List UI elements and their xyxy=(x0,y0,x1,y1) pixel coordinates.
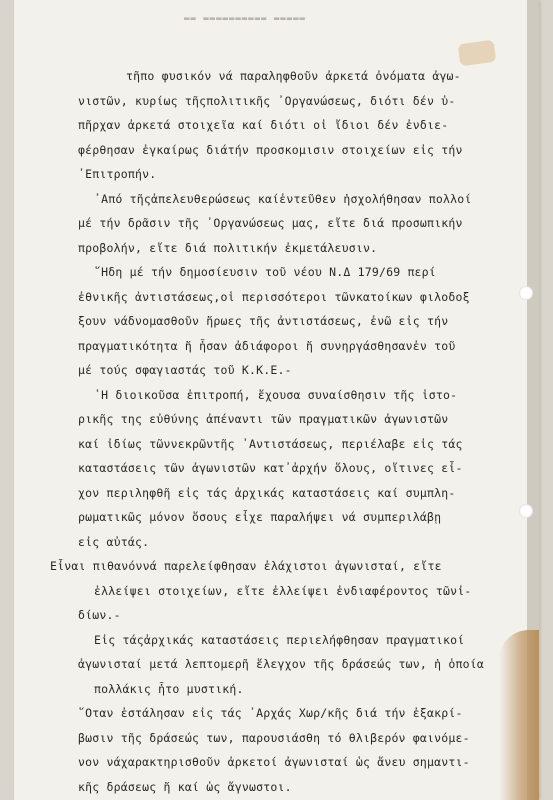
text-line: νον νάχαρακτηρισθοῦν ἀρκετοί ἀγωνισταί ὡς ἄνευ σημαντι- xyxy=(78,755,470,769)
text-line: νιστῶν, κυρίως τῆςπολιτικῆς ᾿Οργανώσεως, διότι δέν ὑ- xyxy=(78,93,456,108)
text-line: ρικῆς της εὐθύνης ἀπέναντι τῶν πραγματικῶν ἀγωνιστῶν xyxy=(78,412,449,426)
text-line: ῞Ηδη μέ τήν δημοσίευσιν τοῦ νέου Ν.Δ 179/69 περί xyxy=(94,265,436,279)
text-line: ἐλλείψει στοιχείων, εἴτε ἐλλείψει ἐνδιαφέροντος τῶνἰ- xyxy=(94,583,472,598)
text-line: πῆρχαν ἀρκετά στοιχεῖα καί διότι οἱ ἴδιοι δέν ἐνδιε- xyxy=(78,118,449,132)
text-line: βωσιν τῆς δράσεώς των, παρουσιάσθη τό θλιβερόν φαινόμε- xyxy=(78,730,470,745)
text-line: ῾Η διοικοῦσα ἐπιτροπή, ἔχουσα συναίσθησιν τῆς ἱστο- xyxy=(94,387,458,402)
text-line: τῆπο φυσικόν νά παραληφθοῦν ἀρκετά ὀνόματα ἀγω- xyxy=(126,69,461,83)
text-line: καταστάσεις τῶν ἀγωνιστῶν κατ᾿ἀρχήν ὅλους, οἵτινες εἶ- xyxy=(78,461,463,475)
punch-hole-bottom xyxy=(519,504,533,518)
text-line: χον περιληφθῆ εἰς τάς ἀρχικάς καταστάσεις καί συμπλη- xyxy=(78,485,456,500)
text-line: προβολήν, εἴτε διά πολιτικήν ἐκμετάλευσιν. xyxy=(78,240,378,255)
text-line: πολλάκις ἦτο μυστική. xyxy=(94,681,244,696)
text-line: πραγματικότητα ἤ ἦσαν ἀδιάφοροι ἤ συνηργάσθησανἐν τοῦ xyxy=(78,338,456,353)
text-line: ᾿Από τῆςἀπελευθερώσεως καίἐντεῦθεν ἠσχολήθησαν πολλοί xyxy=(94,191,472,206)
text-line: Εἶναι πιθανόννά παρελείφθησαν ἐλάχιστοι ἀγωνισταί, εἴτε xyxy=(50,559,442,573)
text-line: Εἰς τάςἀρχικάς καταστάσεις περιελήφθησαν πραγματικοί xyxy=(94,632,465,647)
page-number-stamp xyxy=(458,40,497,67)
text-line: μέ τούς σφαγιαστάς τοῦ Κ.Κ.Ε.- xyxy=(78,363,292,377)
punch-hole-top xyxy=(519,286,533,300)
text-line: καί ἰδίως τῶννεκρῶντῆς ᾿Αντιστάσεως, περιέλαβε εἰς τάς xyxy=(78,436,463,451)
text-line: ξουν νάδνομασθοῦν ἥρωες τῆς ἀντιστάσεως, ἐνῶ εἰς τήν xyxy=(78,314,449,328)
text-line: εἰς αὐτάς. xyxy=(78,534,150,549)
text-line: μέ τήν δρᾶσιν τῆς ᾿Οργανώσεως μας, εἴτε διά προσωπικήν xyxy=(78,216,463,230)
faint-header-show-through: ▬▬ ▬▬▬▬▬▬▬▬▬▬ ▬▬▬▬▬ xyxy=(184,14,306,24)
text-line: ἀγωνισταί μετά λεπτομερῆ ἔλεγχον τῆς δράσεώς των, ἡ ὁποία xyxy=(78,657,485,671)
text-line: ᾿Επιτροπήν. xyxy=(78,167,157,181)
text-line: κῆς δράσεως ἤ καί ὡς ἄγνωστοι. xyxy=(78,779,292,794)
text-line: δίων.- xyxy=(78,608,121,622)
document-page xyxy=(14,0,539,800)
text-line: ρωματικῶς μόνον ὅσους εἶχε παραλήψει νά συμπεριλάβῃ xyxy=(78,510,442,524)
text-line: ἐθνικῆς ἀντιστάσεως,οἱ περισσότεροι τῶνκατοίκων φιλοδοξ xyxy=(78,289,470,304)
paper-stain xyxy=(499,630,539,800)
text-line: ῞Οταν ἐστάλησαν εἰς τάς ᾿Αρχάς Χωρ/κῆς διά τήν ἐξακρί- xyxy=(78,706,463,720)
text-line: φέρθησαν ἐγκαίρως διάτήν προσκομισιν στοιχείων εἰς τήν xyxy=(78,142,463,157)
typed-text-body xyxy=(50,64,498,799)
